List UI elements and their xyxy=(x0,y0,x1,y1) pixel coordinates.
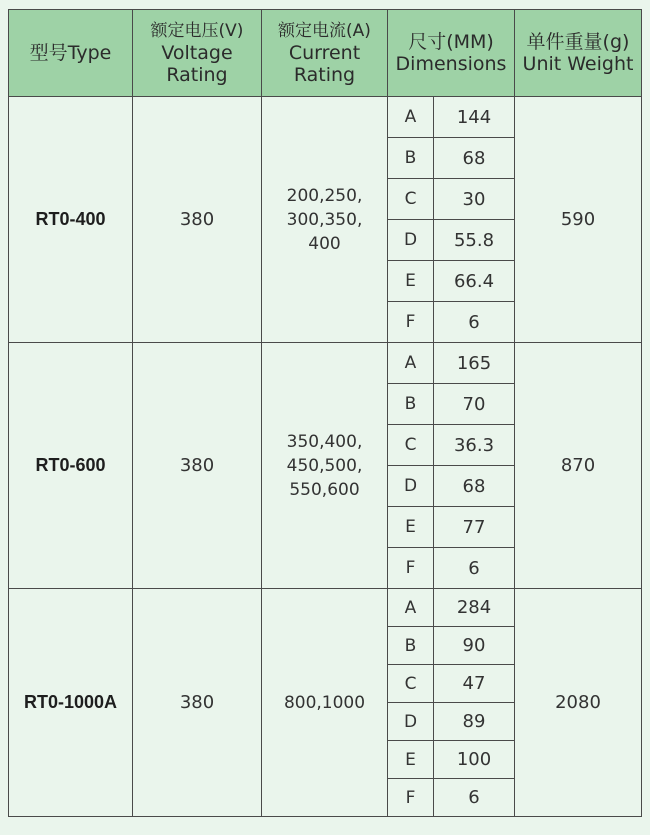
header-type-zh: 型号 xyxy=(29,42,68,64)
header-type xyxy=(9,10,133,97)
dim-value: 47 xyxy=(434,665,515,703)
dim-value: 55.8 xyxy=(434,220,515,261)
table-row xyxy=(9,589,642,627)
dim-letter: B xyxy=(388,384,434,425)
header-dimensions-zh: 尺寸(MM) xyxy=(408,31,494,53)
current-line: 550,600 xyxy=(289,479,360,500)
dim-letter: B xyxy=(388,138,434,179)
dim-letter: E xyxy=(388,507,434,548)
header-voltage-zh: 额定电压(V) xyxy=(150,21,244,41)
dim-value: 6 xyxy=(434,548,515,589)
dim-letter: F xyxy=(388,302,434,343)
current-line: 200,250, xyxy=(286,185,363,206)
model-cell: RT0-1000A xyxy=(9,589,133,817)
dim-value: 89 xyxy=(434,703,515,741)
dim-value: 100 xyxy=(434,741,515,779)
current-cell xyxy=(262,97,388,343)
current-cell xyxy=(262,343,388,589)
header-current-en1: Current xyxy=(288,42,361,64)
header-dimensions xyxy=(388,10,515,97)
dim-value: 144 xyxy=(434,97,515,138)
dim-value: 77 xyxy=(434,507,515,548)
header-weight-en: Unit Weight xyxy=(522,53,634,75)
dim-letter: C xyxy=(388,425,434,466)
dim-value: 66.4 xyxy=(434,261,515,302)
dim-letter: C xyxy=(388,665,434,703)
current-line: 350,400, xyxy=(286,431,363,452)
current-cell xyxy=(262,589,388,817)
voltage-cell: 380 xyxy=(133,343,262,589)
dim-letter: D xyxy=(388,703,434,741)
dim-value: 165 xyxy=(434,343,515,384)
dim-value: 36.3 xyxy=(434,425,515,466)
header-weight xyxy=(515,10,642,97)
weight-cell: 870 xyxy=(515,343,642,589)
voltage-cell: 380 xyxy=(133,589,262,817)
table-body xyxy=(9,97,642,817)
dim-letter: E xyxy=(388,261,434,302)
dim-value: 70 xyxy=(434,384,515,425)
dim-value: 68 xyxy=(434,138,515,179)
dim-value: 90 xyxy=(434,627,515,665)
header-current xyxy=(262,10,388,97)
dim-value: 30 xyxy=(434,179,515,220)
header-weight-zh: 单件重量(g) xyxy=(526,31,630,53)
current-line: 300,350, xyxy=(286,209,363,230)
header-voltage-en1: Voltage xyxy=(161,42,233,64)
dim-letter: A xyxy=(388,343,434,384)
dim-value: 6 xyxy=(434,779,515,817)
fuse-spec-table xyxy=(8,9,642,817)
header-current-zh: 额定电流(A) xyxy=(278,21,371,41)
model-cell: RT0-600 xyxy=(9,343,133,589)
dim-value: 284 xyxy=(434,589,515,627)
table-row xyxy=(9,343,642,384)
dim-letter: B xyxy=(388,627,434,665)
header-voltage-en2: Rating xyxy=(166,64,228,86)
weight-cell: 2080 xyxy=(515,589,642,817)
current-line: 800,1000 xyxy=(283,692,366,713)
weight-cell: 590 xyxy=(515,97,642,343)
table-header-row xyxy=(9,10,642,97)
voltage-cell: 380 xyxy=(133,97,262,343)
dim-letter: D xyxy=(388,220,434,261)
current-line: 400 xyxy=(308,233,341,254)
dim-letter: A xyxy=(388,97,434,138)
dim-letter: F xyxy=(388,548,434,589)
header-dimensions-en: Dimensions xyxy=(395,53,507,75)
header-current-en2: Rating xyxy=(293,64,356,86)
table-row xyxy=(9,97,642,138)
header-type-en: Type xyxy=(67,42,112,64)
dim-value: 68 xyxy=(434,466,515,507)
header-voltage xyxy=(133,10,262,97)
dim-letter: F xyxy=(388,779,434,817)
current-line: 450,500, xyxy=(286,455,363,476)
dim-letter: E xyxy=(388,741,434,779)
dim-value: 6 xyxy=(434,302,515,343)
dim-letter: C xyxy=(388,179,434,220)
model-cell: RT0-400 xyxy=(9,97,133,343)
dim-letter: D xyxy=(388,466,434,507)
dim-letter: A xyxy=(388,589,434,627)
